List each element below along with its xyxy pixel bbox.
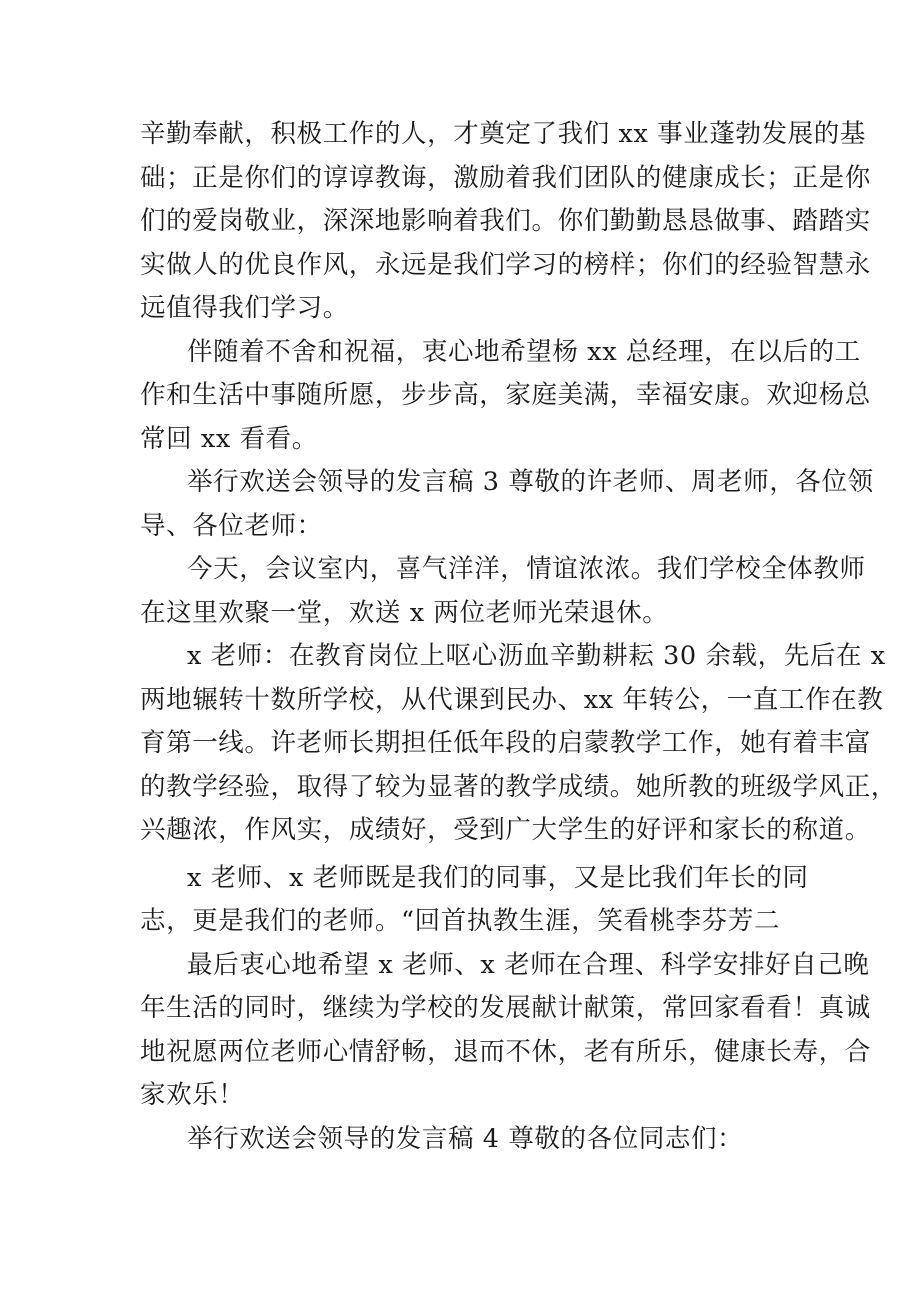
text-line: x 老师：在教育岗位上呕心沥血辛勤耕耘 30 余载，先后在 x [187, 641, 886, 671]
text-line: 辛勤奉献，积极工作的人，才奠定了我们 xx 事业蓬勃发展的基 [140, 119, 866, 149]
text-line: 常回 xx 看看。 [140, 424, 318, 454]
text-line: 年生活的同时，继续为学校的发展献计献策，常回家看看！真诚 [140, 993, 871, 1023]
text-line: 志，更是我们的老师。“回首执教生涯，笑看桃李芬芳二 [140, 906, 781, 936]
text-line: 举行欢送会领导的发言稿 4 尊敬的各位同志们： [187, 1124, 744, 1154]
text-line: 兴趣浓，作风实，成绩好，受到广大学生的好评和家长的称道。 [140, 815, 871, 845]
text-line: 今天，会议室内，喜气洋洋，情谊浓浓。我们学校全体教师 [187, 554, 866, 584]
text-line: 远值得我们学习。 [140, 293, 349, 323]
text-line: 实做人的优良作风，永远是我们学习的榜样；你们的经验智慧永 [140, 250, 871, 280]
text-line: 导、各位老师： [140, 511, 323, 541]
text-line: 础；正是你们的谆谆教诲，激励着我们团队的健康成长；正是你 [140, 163, 871, 193]
text-line: 最后衷心地希望 x 老师、x 老师在合理、科学安排好自己晚 [187, 950, 870, 980]
text-line: 地祝愿两位老师心情舒畅，退而不休，老有所乐，健康长寿，合 [140, 1037, 871, 1067]
text-line: 们的爱岗敬业，深深地影响着我们。你们勤勤恳恳做事、踏踏实 [140, 206, 871, 236]
text-line: 在这里欢聚一堂，欢送 x 两位老师光荣退休。 [140, 598, 669, 628]
text-line: 的教学经验，取得了较为显著的教学成绩。她所教的班级学风正， [140, 772, 897, 802]
text-line: 育第一线。许老师长期担任低年段的启蒙教学工作，她有着丰富 [140, 728, 871, 758]
text-line: x 老师、x 老师既是我们的同事，又是比我们年长的同 [187, 863, 809, 893]
text-line: 伴随着不舍和祝福，衷心地希望杨 xx 总经理，在以后的工 [187, 337, 861, 367]
text-line: 两地辗转十数所学校，从代课到民办、xx 年转公，一直工作在教 [140, 685, 884, 715]
text-line: 举行欢送会领导的发言稿 3 尊敬的许老师、周老师，各位领 [187, 467, 874, 497]
text-line: 作和生活中事随所愿，步步高，家庭美满，幸福安康。欢迎杨总 [140, 380, 871, 410]
text-line: 家欢乐！ [140, 1080, 245, 1110]
